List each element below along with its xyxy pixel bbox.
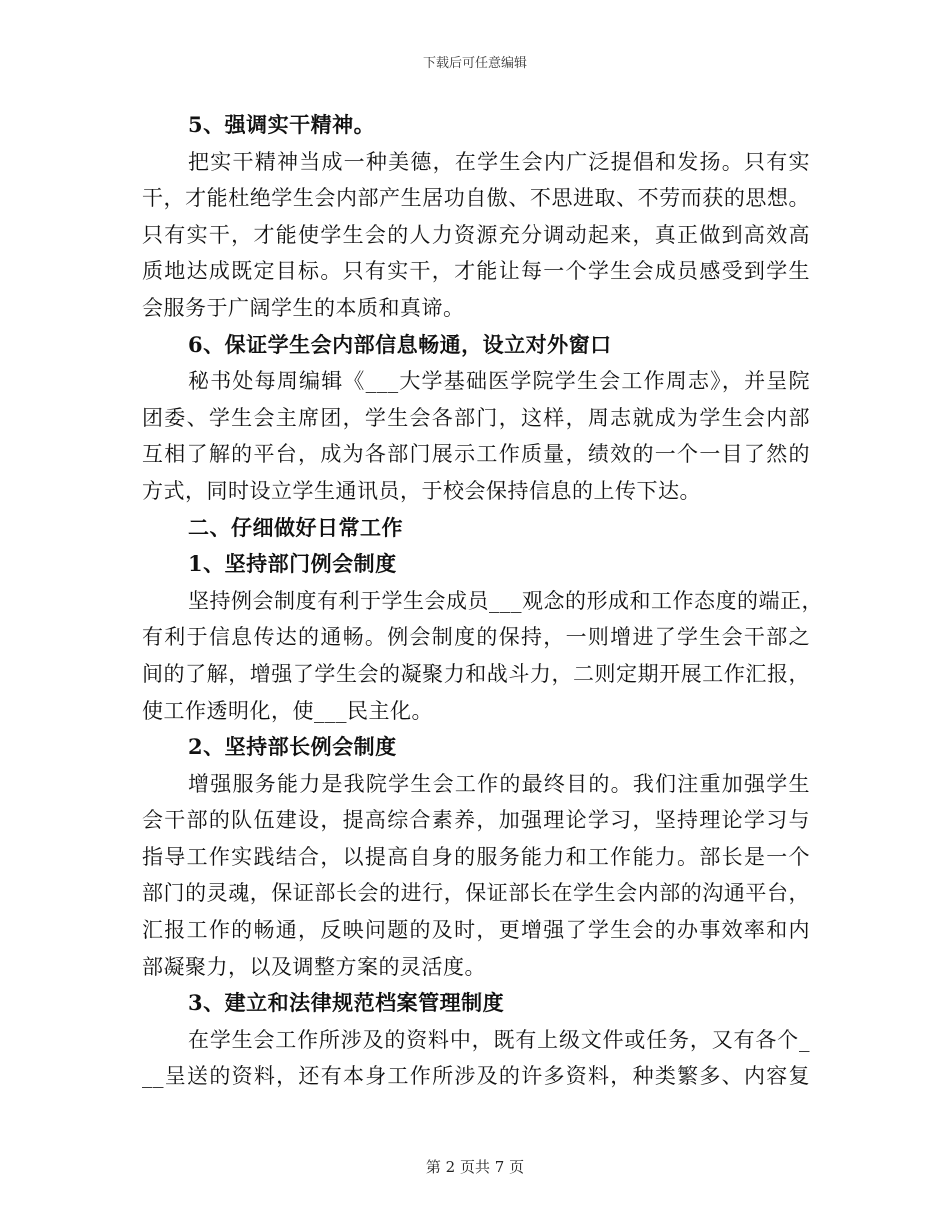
text-line: 互相了解的平台，成为各部门展示工作质量，绩效的一个一目了然的 xyxy=(142,442,810,467)
text-line: 团委、学生会主席团，学生会各部门，这样，周志就成为学生会内部 xyxy=(142,405,810,430)
section-heading: 1、坚持部门例会制度 xyxy=(188,551,397,577)
text-line: 只有实干，才能使学生会的人力资源充分调动起来，真正做到高效高 xyxy=(142,222,810,247)
section-heading: 二、仔细做好日常工作 xyxy=(188,514,403,540)
document-body xyxy=(142,107,823,1095)
text-line: 秘书处每周编辑《___大学基础医学院学生会工作周志》，并呈院 xyxy=(188,369,810,394)
text-line: 会干部的队伍建设，提高综合素养，加强理论学习，坚持理论学习与 xyxy=(142,808,810,833)
text-line: __呈送的资料，还有本身工作所涉及的许多资料，种类繁多、内容复 xyxy=(142,1064,810,1089)
text-line: 汇报工作的畅通，反映问题的及时，更增强了学生会的办事效率和内 xyxy=(142,918,810,943)
section-heading: 2、坚持部长例会制度 xyxy=(188,734,397,760)
section-heading: 3、建立和法律规范档案管理制度 xyxy=(188,990,505,1016)
text-line: 间的了解，增强了学生会的凝聚力和战斗力，二则定期开展工作汇报， xyxy=(142,661,810,686)
text-line: 把实干精神当成一种美德，在学生会内广泛提倡和发扬。只有实 xyxy=(188,149,810,174)
text-line: 会服务于广阔学生的本质和真谛。 xyxy=(142,295,465,320)
text-line: 部凝聚力，以及调整方案的灵活度。 xyxy=(142,954,486,979)
text-line: 有利于信息传达的通畅。例会制度的保持，一则增进了学生会干部之 xyxy=(142,625,810,650)
text-line: 指导工作实践结合，以提高自身的服务能力和工作能力。部长是一个 xyxy=(142,844,810,869)
text-line: 坚持例会制度有利于学生会成员___观念的形成和工作态度的端正， xyxy=(188,588,823,613)
text-line: 部门的灵魂，保证部长会的进行，保证部长在学生会内部的沟通平台， xyxy=(142,881,810,906)
page-footer: 第 2 页共 7 页 xyxy=(425,1158,525,1176)
text-line: 在学生会工作所涉及的资料中，既有上级文件或任务，又有各个_ xyxy=(188,1027,810,1052)
page-header: 下载后可任意编辑 xyxy=(422,56,527,71)
text-line: 增强服务能力是我院学生会工作的最终目的。我们注重加强学生 xyxy=(188,771,810,796)
text-line: 方式，同时设立学生通讯员，于校会保持信息的上传下达。 xyxy=(142,478,701,503)
text-line: 干，才能杜绝学生会内部产生居功自傲、不思进取、不劳而获的思想。 xyxy=(142,186,810,211)
text-line: 质地达成既定目标。只有实干，才能让每一个学生会成员感受到学生 xyxy=(142,259,810,284)
text-line: 使工作透明化，使___民主化。 xyxy=(142,698,433,723)
section-heading: 5、强调实干精神。 xyxy=(188,112,376,137)
section-heading: 6、保证学生会内部信息畅通，设立对外窗口 xyxy=(188,331,612,357)
